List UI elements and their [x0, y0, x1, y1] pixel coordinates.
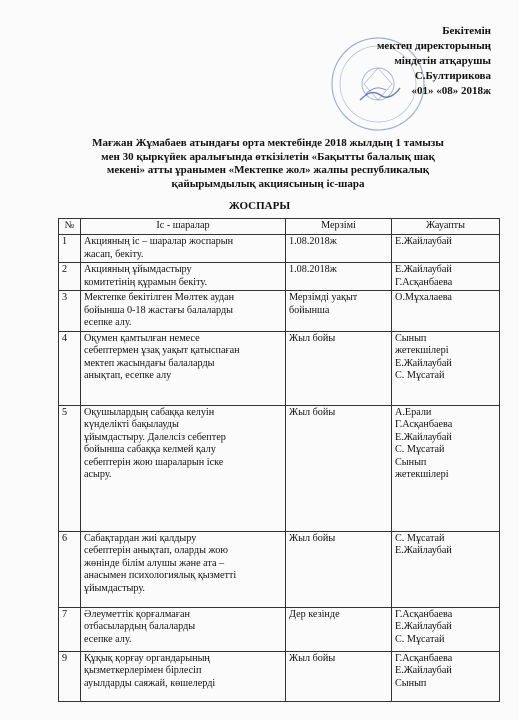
activity-cell-line: күнделікті бақылауды [84, 419, 179, 430]
responsible-cell [392, 331, 500, 405]
deadline-cell [286, 331, 392, 405]
table-row [59, 607, 500, 651]
activity-cell-line: бойынша сабаққа келмей қалу [84, 444, 216, 455]
responsible-cell [392, 235, 500, 263]
table-row [59, 405, 500, 531]
deadline-cell [286, 291, 392, 332]
activity-cell-line: себептерін жою шараларын іске [84, 456, 224, 468]
approval-line: мектеп директорының [376, 40, 491, 52]
responsible-cell [392, 651, 500, 701]
header-number: № [59, 219, 81, 235]
responsible-cell-line: Е.Жайлаубай [395, 357, 452, 369]
action-plan-table [58, 218, 500, 702]
responsible-cell [392, 263, 500, 291]
table-row [59, 235, 500, 263]
row-number-cell: 3 [59, 291, 81, 332]
deadline-cell [286, 607, 392, 651]
activity-cell-line: себептермен ұзақ уақыт қатыспаған [84, 345, 240, 356]
title-line: қайырымдылық акциясының іс-шара [171, 177, 365, 190]
responsible-cell-line: Г.Асқанбаева [395, 652, 453, 664]
title-line: мекені» атты ұранымен «Мектепке жол» жалпы республикалық [106, 164, 430, 176]
responsible-cell-line: О.Мұхалаева [395, 292, 452, 303]
activity-cell-line: жөнінде білім алушы және ата – [84, 557, 225, 569]
document-title [58, 137, 478, 191]
activity-cell-line: Акцияның ұйымдастыру [84, 264, 192, 275]
responsible-cell [392, 405, 500, 531]
activity-cell-line: Құқық қорғау органдарының [84, 652, 210, 664]
activity-cell-line: ауылдарды саяжай, көшелерді [84, 677, 216, 689]
responsible-cell [392, 531, 500, 607]
responsible-cell-line: Е.Жайлаубай [395, 545, 452, 556]
activity-cell-line: ұйымдастыру. [84, 582, 145, 594]
deadline-cell-line: Дер кезінде [289, 608, 340, 620]
activity-cell-line: анықтап, есепке алу [84, 370, 172, 381]
deadline-cell [286, 651, 392, 701]
activity-cell [81, 651, 286, 701]
activity-cell-line: отбасылардың балаларды [84, 621, 196, 632]
approval-block [291, 24, 491, 99]
row-number-cell: 2 [59, 263, 81, 291]
responsible-cell-line: С. Мұсатай [395, 532, 445, 544]
activity-cell [81, 291, 286, 332]
table-row [59, 263, 500, 291]
activity-cell [81, 263, 286, 291]
activity-cell-line: анасымен психологиялық қызметті [84, 570, 237, 581]
title-line: Мағжан Жұмабаев атындағы орта мектебінде 2018 жылдың 1 тамызы [92, 137, 444, 149]
responsible-cell-line: Е.Жайлаубай [395, 621, 452, 632]
activity-cell-line: есепке алу. [84, 317, 132, 328]
activity-cell-line: Әлеуметтік қорғалмаған [84, 608, 190, 620]
table-row [59, 531, 500, 607]
row-number-cell: 6 [59, 531, 81, 607]
header-responsible: Жауапты [392, 219, 500, 235]
deadline-cell-line: 1.08.2018ж [289, 264, 337, 275]
responsible-cell-line: С. Мұсатай [395, 633, 445, 645]
responsible-cell-line: Г.Асқанбаева [395, 419, 453, 430]
deadline-cell [286, 405, 392, 531]
table-row [59, 651, 500, 701]
activity-cell-line: комитетінің құрамын бекіту. [84, 276, 208, 288]
responsible-cell-line: жетекшілері [395, 469, 449, 480]
deadline-cell-line: Жыл бойы [289, 652, 336, 664]
responsible-cell-line: Г.Асқанбаева [395, 276, 453, 288]
approval-line: С.Бултирикова [414, 70, 491, 82]
deadline-cell-line: Мерзімді уақыт [289, 292, 358, 303]
activity-cell-line: мектеп жасындағы балаларды [84, 357, 215, 369]
responsible-cell-line: Е.Жайлаубай [395, 236, 452, 247]
deadline-cell [286, 235, 392, 263]
responsible-cell-line: Сынып [395, 332, 427, 344]
responsible-cell-line: Сынып [395, 677, 427, 689]
activity-cell-line: Оқумен қамтылған немесе [84, 332, 200, 344]
responsible-cell-line: Е.Жайлаубай [395, 431, 452, 443]
table-row [59, 331, 500, 405]
approval-line: міндетін атқарушы [394, 55, 491, 67]
responsible-cell [392, 291, 500, 332]
responsible-cell [392, 607, 500, 651]
row-number-cell: 1 [59, 235, 81, 263]
header-deadline: Мерзімі [286, 219, 392, 235]
responsible-cell-line: Е.Жайлаубай [395, 665, 452, 676]
row-number-cell: 5 [59, 405, 81, 531]
row-number-cell: 4 [59, 331, 81, 405]
activity-cell-line: ұйымдастыру. Дәлелсіз себептер [84, 431, 226, 443]
deadline-cell [286, 531, 392, 607]
activity-cell [81, 531, 286, 607]
responsible-cell-line: С. Мұсатай [395, 370, 445, 381]
activity-cell-line: Сабақтардан жиі қалдыру [84, 532, 197, 544]
approval-line: «01» «08» 2018ж [411, 85, 491, 97]
activity-cell-line: Мектепке бекітілген Мөлтек аудан [84, 292, 235, 303]
deadline-cell-line: бойынша [289, 304, 330, 316]
activity-cell-line: асыру. [84, 469, 112, 480]
activity-cell [81, 331, 286, 405]
activity-cell-line: себептерін анықтап, оларды жою [84, 545, 228, 556]
activity-cell-line: есепке алу. [84, 633, 132, 645]
row-number-cell: 7 [59, 607, 81, 651]
title-line: мен 30 қыркүйек аралығында өткізілетін «Бақытты балалық шақ [101, 150, 435, 163]
deadline-cell-line: 1.08.2018ж [289, 236, 337, 247]
activity-cell [81, 235, 286, 263]
activity-cell [81, 607, 286, 651]
deadline-cell [286, 263, 392, 291]
activity-cell-line: Акцияның іс – шаралар жоспарын [84, 236, 234, 247]
deadline-cell-line: Жыл бойы [289, 532, 336, 544]
plan-heading: ЖОСПАРЫ [228, 200, 291, 212]
responsible-cell-line: А.Ерали [395, 406, 432, 418]
activity-cell-line: қызметкерлерімен бірлесіп [84, 665, 202, 676]
activity-cell [81, 405, 286, 531]
responsible-cell-line: С. Мұсатай [395, 444, 445, 455]
deadline-cell-line: Жыл бойы [289, 332, 336, 344]
activity-cell-line: бойынша 0-18 жастағы балаларды [84, 304, 233, 316]
row-number-cell: 9 [59, 651, 81, 701]
responsible-cell-line: Г.Асқанбаева [395, 608, 453, 620]
deadline-cell-line: Жыл бойы [289, 406, 336, 418]
approval-line: Бекітемін [442, 25, 491, 37]
responsible-cell-line: Е.Жайлаубай [395, 264, 452, 275]
table-header-row [59, 219, 500, 235]
responsible-cell-line: жетекшілері [395, 345, 449, 356]
responsible-cell-line: Сынып [395, 456, 427, 468]
table-row [59, 291, 500, 332]
activity-cell-line: Оқушылардың сабаққа келуін [84, 406, 215, 418]
activity-cell-line: жасап, бекіту. [84, 248, 144, 260]
header-activities: Іс - шаралар [81, 219, 286, 235]
